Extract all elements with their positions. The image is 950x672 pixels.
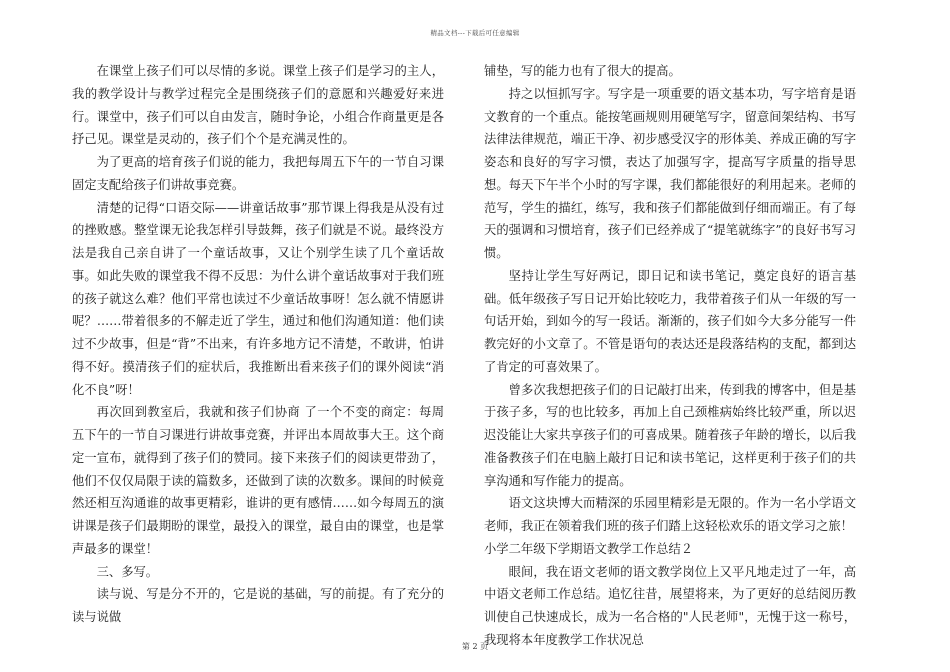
paragraph: 读与说、写是分不开的，它是说的基础，写的前提。有了充分的读与说做 bbox=[72, 587, 444, 624]
paragraph: 语文这块博大而精深的乐园里精彩是无限的。作为一名小学语文老师，我正在领着我们班的孩子们踏上这轻松欢乐的语文学习之旅！ bbox=[484, 496, 856, 533]
paragraph: 持之以恒抓写字。写字是一项重要的语文基本功，写字培育是语文教育的一个重点。能按笔画规则用硬笔写字，留意间架结构、书写法律法律规范，端正干净、初步感受汉字的形体美、养成正确的写字姿态和良好的写字习惯，表达了加强写字，提高写字质量的指导思想。每天下午半个小时的写字课，我们都能很好的利用起来。老师的范写，学生的描红，练写，我和孩子们都能做到仔细而端正。有了每天的强调和习惯培育，孩子们已经养成了“提笔就练字”的良好书写习惯。 bbox=[484, 86, 856, 260]
paragraph-continuation: 铺垫，写的能力也有了很大的提高。 bbox=[484, 64, 681, 78]
page-number: 第 2 页 bbox=[461, 642, 489, 651]
paragraph: 坚持让学生写好两记，即日记和读书笔记，奠定良好的语言基础。低年级孩子写日记开始比较吃力，我带着孩子们从一年级的写一句话开始，到如今的写一段话。渐渐的，孩子们如今大多分能写一件教完好的小文章了。不管是语句的表达还是段落结构的支配，都到达了肯定的可喜效果了。 bbox=[484, 268, 856, 374]
article-title: 小学二年级下学期语文教学工作总结２ bbox=[484, 541, 694, 556]
left-column bbox=[72, 60, 444, 629]
right-column bbox=[484, 60, 856, 652]
paragraph: 清楚的记得“口语交际——讲童话故事”那节课上得我是从没有过的挫败感。整堂课无论我怎样引导鼓舞，孩子们就是不说。最终没方法是我自己亲自讲了一个童话故事，又让个别学生读了几个童话故事。如此失败的课堂我不得不反思：为什么讲个童话故事对于我们班的孩子就这么难？他们平常也读过不少童话故事呀！怎么就不情愿讲呢？……带着很多的不解走近了学生，通过和他们沟通知道：他们读过不少故事，但是“背”不出来，有许多地方记不清楚，不敢讲，怕讲得不好。摸清孩子们的症状后，我推断出看来孩子们的课外阅读“消化不良”呀！ bbox=[72, 200, 444, 397]
page-header: 精品文档---下载后可任意编辑 bbox=[430, 29, 520, 37]
paragraph: 曾多次我想把孩子们的日记敲打出来，传到我的博客中，但是基于孩子多，写的也比较多，再加上自己颈椎病始终比较严重，所以迟迟没能让大家共享孩子们的可喜成果。随着孩子年龄的增长，以后我准备教孩子们在电脑上敲打日记和读书笔记，这样更利于孩子们的共享沟通和写作能力的提高。 bbox=[484, 382, 856, 488]
section-heading: 三、多写。 bbox=[96, 564, 159, 579]
paragraph: 眼间，我在语文老师的语文教学岗位上又平凡地走过了一年，高中语文老师工作总结。追忆往昔，展望将来，为了更好的总结阅历教训使自己快速成长，成为一名合格的"人民老师"，无愧于这一称号，我现将本年度教学工作状况总 bbox=[484, 564, 856, 647]
paragraph: 再次回到教室后，我就和孩子们协商 了一个不变的商定：每周五下午的一节自习课进行讲故事竞赛，并评出本周故事大王。这个商定一宣布，就得到了孩子们的赞同。接下来孩子们的阅读更带劲了，他们不仅仅局限于读的篇数多，还做到了读的次数多。课间的时候竟然还相互沟通谁的故事更精彩，谁讲的更有感情……如今每周五的演讲课是孩子们最期盼的课堂，最投入的课堂，最自由的课堂，也是掌声最多的课堂！ bbox=[72, 405, 444, 556]
paragraph: 为了更高的培育孩子们说的能力，我把每周五下午的一节自习课固定支配给孩子们讲故事竞赛。 bbox=[72, 155, 444, 192]
paragraph: 在课堂上孩子们可以尽情的多说。课堂上孩子们是学习的主人，我的教学设计与教学过程完全是围绕孩子们的意愿和兴趣爱好来进行。课堂中，孩子们可以自由发言，随时争论，小组合作商量更是各抒己见。课堂是灵动的，孩子们个个是充满灵性的。 bbox=[72, 64, 444, 147]
